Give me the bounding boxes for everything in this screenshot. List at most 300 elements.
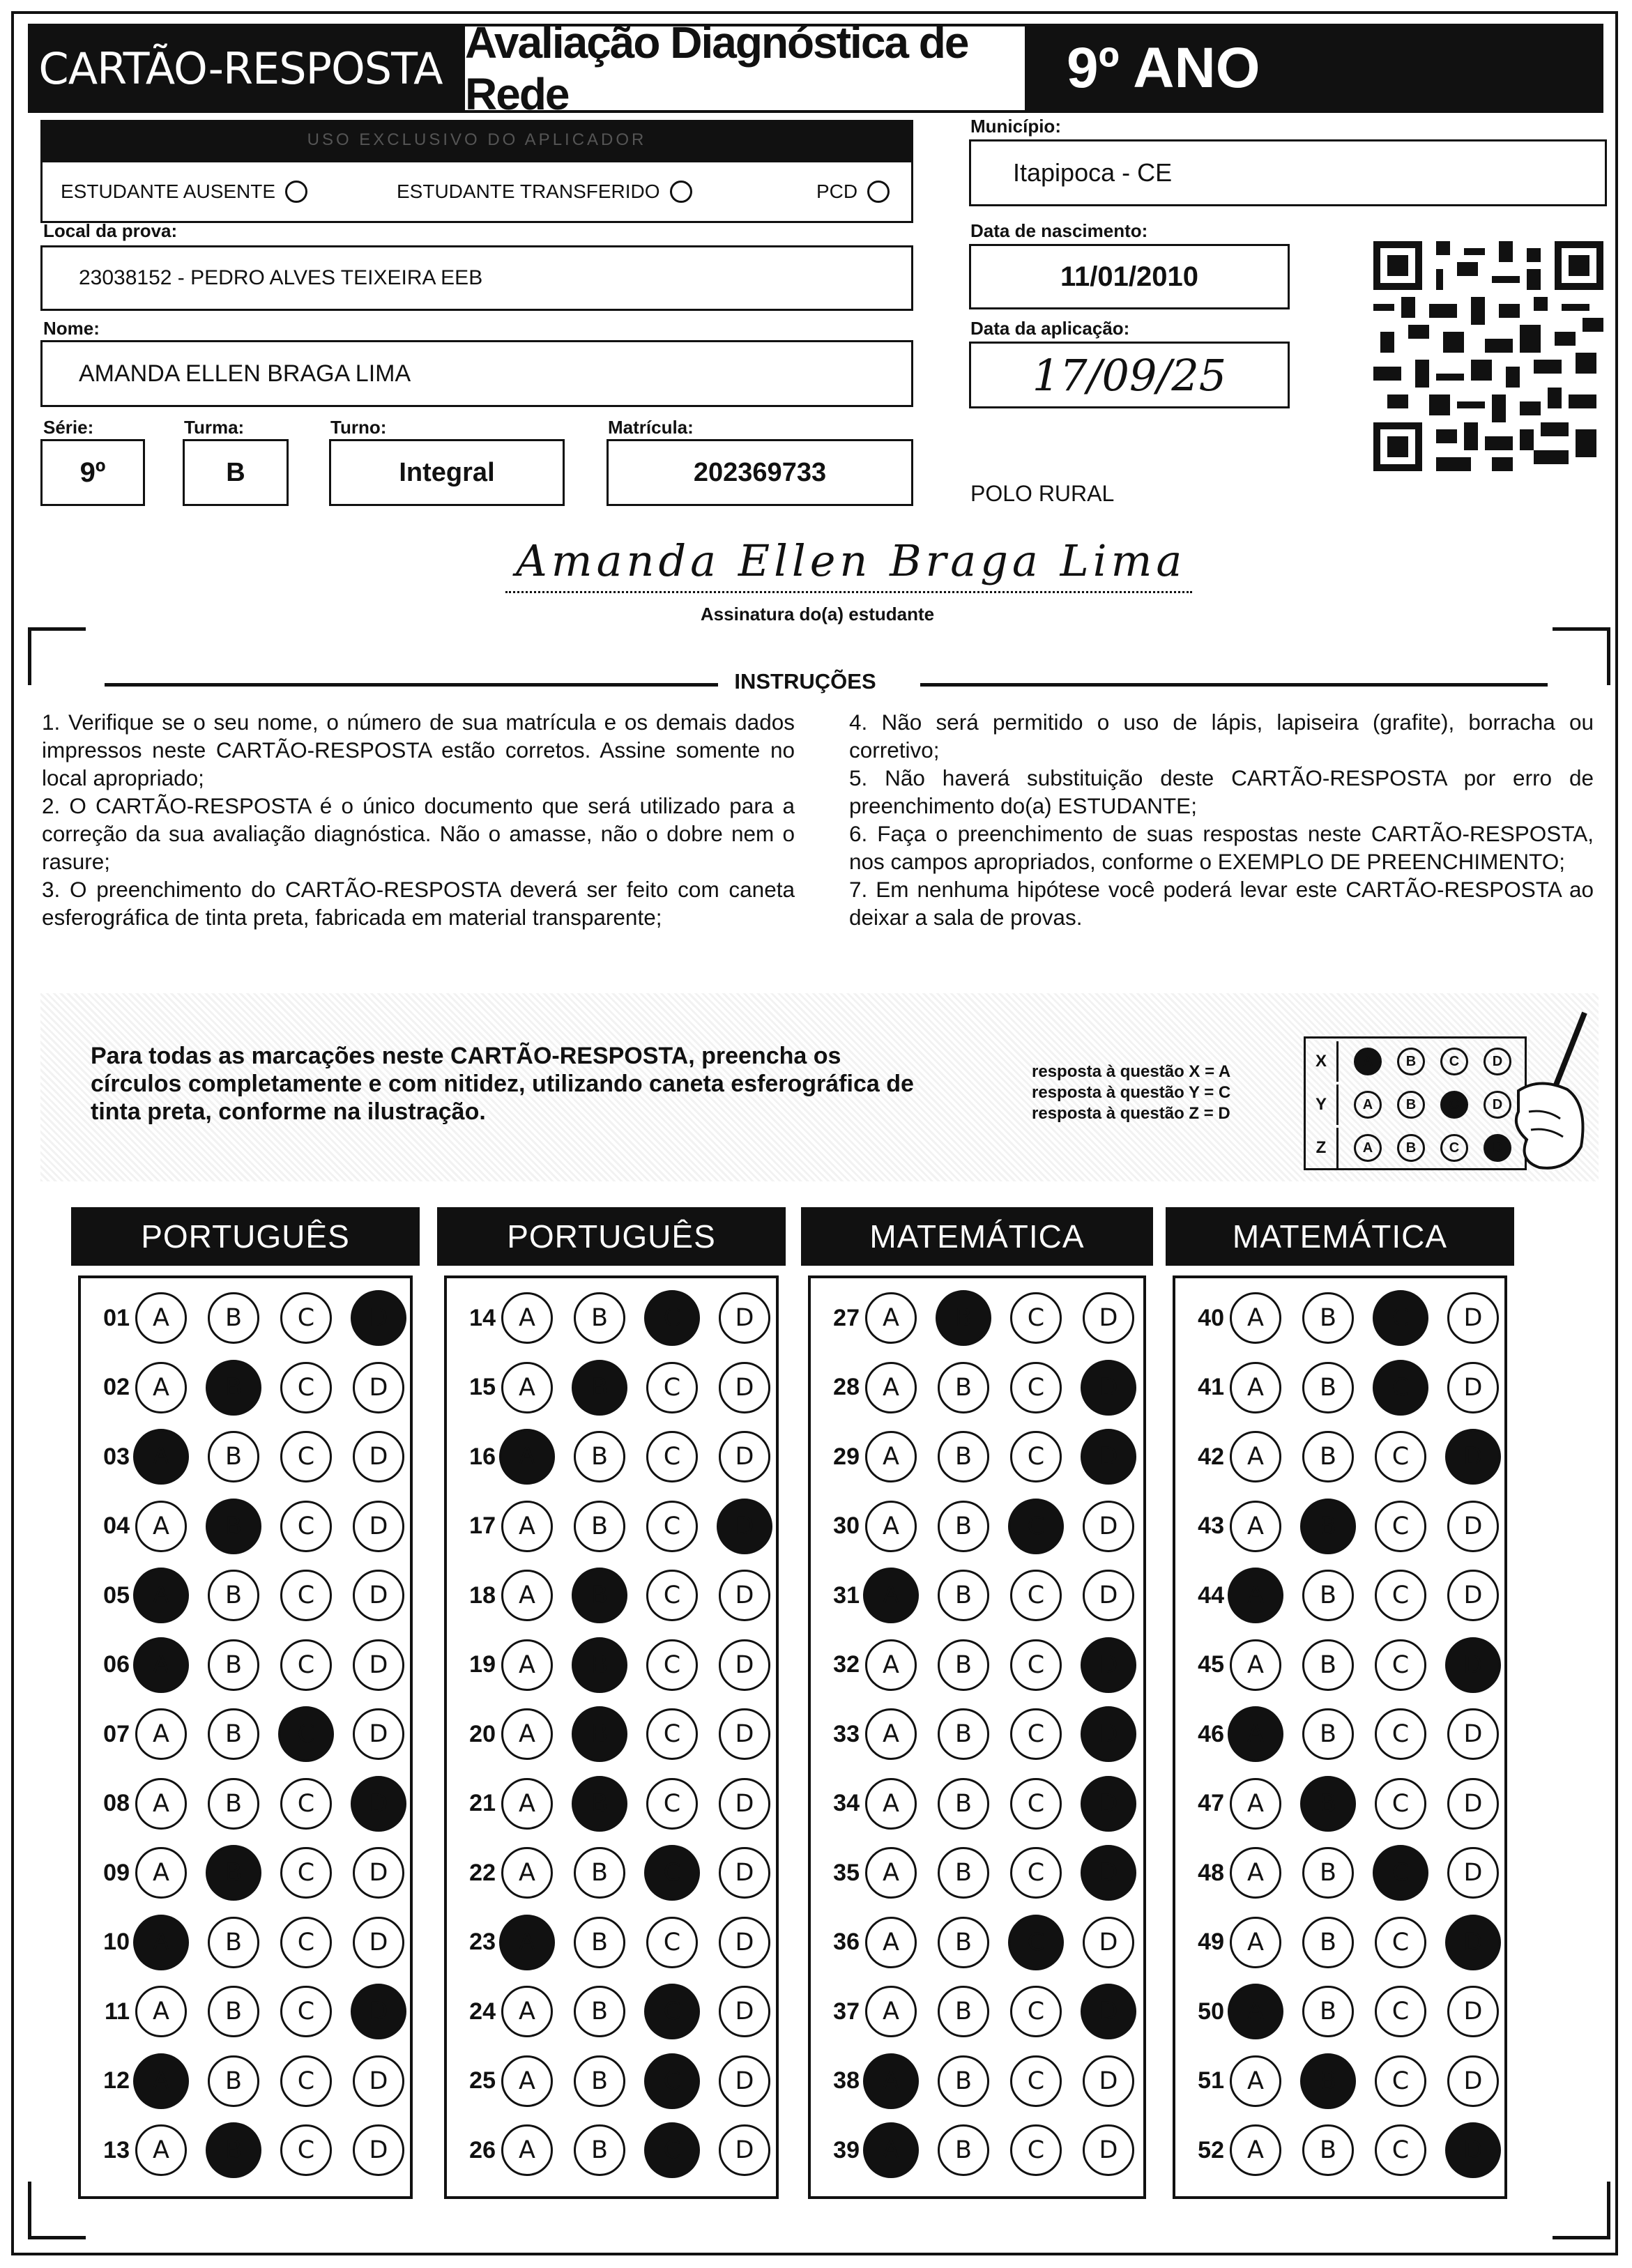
answer-bubble-c[interactable]: C <box>280 1292 332 1344</box>
answer-bubble-d[interactable]: D <box>353 1847 404 1899</box>
answer-bubble-d[interactable]: D <box>1081 1845 1136 1901</box>
answer-bubble-d[interactable]: D <box>353 1501 404 1552</box>
answer-bubble-d[interactable]: D <box>719 2055 770 2107</box>
answer-bubble-b[interactable]: B <box>574 2055 625 2107</box>
question-row <box>811 1496 1155 1556</box>
answer-bubble-c[interactable]: C <box>278 1706 334 1762</box>
answer-bubble-b[interactable]: B <box>938 1570 989 1621</box>
answer-bubble-b[interactable]: B <box>1302 1431 1354 1482</box>
answer-bubble-b[interactable]: B <box>574 2124 625 2176</box>
answer-bubble-c[interactable]: C <box>280 1431 332 1482</box>
answer-bubble-c[interactable]: C <box>1010 1708 1062 1760</box>
answer-bubble-a[interactable]: A <box>501 1362 553 1413</box>
answer-bubble-c[interactable]: C <box>1375 1431 1426 1482</box>
answer-bubble-d[interactable]: D <box>719 1708 770 1760</box>
answer-bubble-b[interactable]: B <box>938 1708 989 1760</box>
answer-bubble-a[interactable]: A <box>1230 2055 1281 2107</box>
answer-bubble-c[interactable]: C <box>646 1917 698 1968</box>
answer-bubble-c[interactable]: C <box>1010 1570 1062 1621</box>
question-row <box>81 1843 425 1903</box>
answer-bubble-d[interactable]: D <box>353 2055 404 2107</box>
example-bubble: A <box>1354 1134 1382 1162</box>
answer-bubble-b[interactable]: B <box>938 1986 989 2037</box>
answer-bubble-d[interactable]: D <box>719 1986 770 2037</box>
municipio-field <box>969 139 1607 206</box>
answer-bubble-b[interactable]: B <box>572 1637 627 1693</box>
answer-bubble-c[interactable]: C <box>646 1639 698 1691</box>
answer-bubble-b[interactable]: B <box>206 2122 261 2178</box>
answer-bubble-a[interactable]: A <box>133 1568 189 1623</box>
absent-label: ESTUDANTE AUSENTE <box>61 181 276 202</box>
answer-bubble-b[interactable]: B <box>574 1917 625 1968</box>
question-row <box>81 2051 425 2111</box>
answer-bubble-d[interactable]: D <box>353 2124 404 2176</box>
answer-bubble-d[interactable]: D <box>1083 1917 1134 1968</box>
answer-bubble-c[interactable]: C <box>280 2124 332 2176</box>
answer-bubble-a[interactable]: A <box>1228 1568 1283 1623</box>
answer-bubble-d[interactable]: D <box>1445 1637 1501 1693</box>
answer-bubble-a[interactable]: A <box>865 1292 917 1344</box>
answer-bubble-d[interactable]: D <box>1083 1570 1134 1621</box>
question-row <box>1175 1427 1520 1487</box>
matricula-field <box>607 439 913 506</box>
question-row <box>1175 1565 1520 1625</box>
answer-bubble-d[interactable]: D <box>353 1708 404 1760</box>
question-row <box>1175 1913 1520 1972</box>
answer-bubble-a[interactable]: A <box>501 2124 553 2176</box>
answer-bubble-d[interactable]: D <box>1447 1292 1499 1344</box>
answer-bubble-c[interactable]: C <box>280 1639 332 1691</box>
question-row <box>81 1427 425 1487</box>
answer-bubble-c[interactable]: C <box>644 1984 700 2039</box>
municipio-value: Itapipoca - CE <box>1013 158 1173 187</box>
answer-bubble-a[interactable]: A <box>1230 1501 1281 1552</box>
answer-bubble-d[interactable]: D <box>1081 1360 1136 1416</box>
example-bubble: A <box>1354 1048 1382 1075</box>
evaluation-title: Avaliação Diagnóstica de Rede <box>465 26 1025 110</box>
answer-bubble-a[interactable]: A <box>865 1639 917 1691</box>
question-row <box>1175 1358 1520 1418</box>
question-row <box>811 1982 1155 2041</box>
answer-bubble-b[interactable]: B <box>208 1708 259 1760</box>
question-column <box>1173 1275 1507 2199</box>
answer-bubble-d[interactable]: D <box>1445 1429 1501 1485</box>
answer-bubble-a[interactable]: A <box>863 2053 919 2109</box>
answer-bubble-d[interactable]: D <box>1081 1637 1136 1693</box>
answer-bubble-b[interactable]: B <box>574 1847 625 1899</box>
answer-bubble-c[interactable]: C <box>1010 1847 1062 1899</box>
answer-bubble-a[interactable]: A <box>501 1708 553 1760</box>
answer-bubble-a[interactable]: A <box>1230 1292 1281 1344</box>
answer-bubble-a[interactable]: A <box>865 1362 917 1413</box>
answer-bubble-d[interactable]: D <box>719 1917 770 1968</box>
answer-bubble-a[interactable]: A <box>501 1292 553 1344</box>
question-number: 34 <box>833 1790 860 1816</box>
answer-bubble-a[interactable]: A <box>135 1708 187 1760</box>
question-row <box>447 1635 791 1695</box>
instructions-left <box>42 708 795 931</box>
answer-bubble-a[interactable]: A <box>1230 1431 1281 1482</box>
answer-bubble-c[interactable]: C <box>1010 2055 1062 2107</box>
answer-bubble-a[interactable]: A <box>865 1986 917 2037</box>
question-number: 26 <box>469 2136 496 2163</box>
answer-bubble-c[interactable]: C <box>646 1362 698 1413</box>
local-field <box>40 245 913 311</box>
answer-bubble-a[interactable]: A <box>1230 1639 1281 1691</box>
answer-bubble-c[interactable]: C <box>646 1708 698 1760</box>
instruction-item: 3. O preenchimento do CARTÃO-RESPOSTA deverá ser feito com caneta esferográfica de tinta preta, fabricada em material transparente; <box>42 877 795 930</box>
question-row <box>811 1565 1155 1625</box>
example-row-label: Y <box>1306 1085 1339 1125</box>
serie-label: Série: <box>43 417 94 438</box>
question-number: 18 <box>469 1581 496 1609</box>
answer-bubble-d[interactable]: D <box>1447 1778 1499 1830</box>
answer-bubble-a[interactable]: A <box>499 1915 555 1970</box>
answer-bubble-a[interactable]: A <box>135 1778 187 1830</box>
grade-year: 9º ANO <box>1067 36 1260 100</box>
answer-bubble-c[interactable]: C <box>646 1570 698 1621</box>
answer-bubble-d[interactable]: D <box>1445 1915 1501 1970</box>
answer-bubble-c[interactable]: C <box>1373 1290 1428 1346</box>
example-legend <box>1032 1062 1230 1124</box>
answer-bubble-d[interactable]: D <box>1083 1501 1134 1552</box>
name-field <box>40 340 913 407</box>
answer-bubble-c[interactable]: C <box>644 2053 700 2109</box>
answer-bubble-a[interactable]: A <box>501 1986 553 2037</box>
answer-bubble-c[interactable]: C <box>1375 1917 1426 1968</box>
answer-bubble-b[interactable]: B <box>208 1778 259 1830</box>
question-number: 44 <box>1198 1581 1224 1609</box>
answer-bubble-d[interactable]: D <box>351 1290 406 1346</box>
answer-bubble-b[interactable]: B <box>1302 1362 1354 1413</box>
answer-bubble-d[interactable]: D <box>1081 1776 1136 1832</box>
example-bubble: D <box>1484 1134 1511 1162</box>
answer-bubble-c[interactable]: C <box>280 2055 332 2107</box>
answer-bubble-c[interactable]: C <box>1373 1845 1428 1901</box>
question-row <box>447 1496 791 1556</box>
subject-header: PORTUGUÊS <box>71 1207 420 1266</box>
answer-bubble-d[interactable]: D <box>719 1362 770 1413</box>
answer-bubble-a[interactable]: A <box>1230 1778 1281 1830</box>
answer-bubble-b[interactable]: B <box>206 1499 261 1554</box>
answer-bubble-a[interactable]: A <box>501 1847 553 1899</box>
answer-bubble-c[interactable]: C <box>280 1917 332 1968</box>
answer-bubble-c[interactable]: C <box>1008 1915 1064 1970</box>
answer-bubble-d[interactable]: D <box>353 1362 404 1413</box>
question-number: 40 <box>1198 1304 1224 1331</box>
answer-bubble-a[interactable]: A <box>135 2124 187 2176</box>
answer-bubble-c[interactable]: C <box>644 1290 700 1346</box>
answer-bubble-b[interactable]: B <box>1302 1292 1354 1344</box>
answer-bubble-c[interactable]: C <box>1375 1501 1426 1552</box>
answer-bubble-a[interactable]: A <box>135 1501 187 1552</box>
answer-bubble-d[interactable]: D <box>353 1570 404 1621</box>
answer-bubble-c[interactable]: C <box>1010 1362 1062 1413</box>
answer-bubble-d[interactable]: D <box>353 1917 404 1968</box>
answer-bubble-b[interactable]: B <box>208 1431 259 1482</box>
answer-bubble-b[interactable]: B <box>938 1639 989 1691</box>
answer-bubble-d[interactable]: D <box>717 1499 772 1554</box>
example-bubble: D <box>1484 1091 1511 1119</box>
answer-bubble-b[interactable]: B <box>936 1290 991 1346</box>
answer-bubble-d[interactable]: D <box>1447 1501 1499 1552</box>
answer-bubble-b[interactable]: B <box>574 1292 625 1344</box>
example-row <box>1306 1128 1511 1168</box>
answer-bubble-b[interactable]: B <box>938 2055 989 2107</box>
answer-bubble-c[interactable]: C <box>280 1847 332 1899</box>
answer-bubble-b[interactable]: B <box>572 1360 627 1416</box>
application-date-label: Data da aplicação: <box>970 318 1130 339</box>
answer-bubble-d[interactable]: D <box>719 1778 770 1830</box>
answer-bubble-a[interactable]: A <box>1230 1847 1281 1899</box>
answer-bubble-d[interactable]: D <box>353 1639 404 1691</box>
answer-bubble-b[interactable]: B <box>574 1501 625 1552</box>
answer-bubble-c[interactable]: C <box>1010 1431 1062 1482</box>
answer-bubble-a[interactable]: A <box>133 1429 189 1485</box>
answer-bubble-b[interactable]: B <box>1300 1776 1356 1832</box>
answer-bubble-d[interactable]: D <box>719 1431 770 1482</box>
answer-bubble-c[interactable]: C <box>644 2122 700 2178</box>
answer-bubble-c[interactable]: C <box>1010 1639 1062 1691</box>
answer-bubble-b[interactable]: B <box>208 1639 259 1691</box>
name-value: AMANDA ELLEN BRAGA LIMA <box>79 360 411 387</box>
answer-bubble-d[interactable]: D <box>351 1776 406 1832</box>
transferred-radio[interactable] <box>670 181 692 203</box>
answer-bubble-b[interactable]: B <box>1302 1847 1354 1899</box>
transferred-label: ESTUDANTE TRANSFERIDO <box>397 181 660 202</box>
answer-bubble-a[interactable]: A <box>1230 1362 1281 1413</box>
answer-bubble-c[interactable]: C <box>1010 2124 1062 2176</box>
answer-bubble-a[interactable]: A <box>863 2122 919 2178</box>
serie-value: 9º <box>79 457 106 488</box>
answer-bubble-a[interactable]: A <box>135 1362 187 1413</box>
answer-bubble-b[interactable]: B <box>572 1568 627 1623</box>
question-row <box>811 1358 1155 1418</box>
answer-bubble-a[interactable]: A <box>1228 1706 1283 1762</box>
answer-bubble-b[interactable]: B <box>1300 2053 1356 2109</box>
answer-bubble-d[interactable]: D <box>1083 1292 1134 1344</box>
answer-bubble-a[interactable]: A <box>865 1847 917 1899</box>
answer-bubble-a[interactable]: A <box>501 1570 553 1621</box>
answer-bubble-a[interactable]: A <box>865 1501 917 1552</box>
transferred-option[interactable] <box>397 162 692 221</box>
question-number: 31 <box>833 1581 860 1609</box>
birthdate-label: Data de nascimento: <box>970 220 1148 241</box>
answer-bubble-a[interactable]: A <box>135 1847 187 1899</box>
answer-bubble-c[interactable]: C <box>1375 1639 1426 1691</box>
answer-bubble-b[interactable]: B <box>208 1570 259 1621</box>
answer-bubble-b[interactable]: B <box>208 2055 259 2107</box>
answer-bubble-c[interactable]: C <box>280 1986 332 2037</box>
pcd-option[interactable] <box>816 162 890 221</box>
question-row <box>447 2120 791 2180</box>
answer-bubble-c[interactable]: C <box>1373 1360 1428 1416</box>
question-row <box>81 1288 425 1348</box>
answer-bubble-c[interactable]: C <box>1008 1499 1064 1554</box>
answer-bubble-b[interactable]: B <box>938 1431 989 1482</box>
instruction-item: 6. Faça o preenchimento de suas respostas neste CARTÃO-RESPOSTA, nos campos apropriados, conforme o EXEMPLO DE PREENCHIMENTO; <box>849 821 1594 874</box>
answer-bubble-d[interactable]: D <box>1447 1570 1499 1621</box>
answer-bubble-c[interactable]: C <box>1375 1708 1426 1760</box>
example-bubble: C <box>1440 1048 1468 1075</box>
answer-bubble-a[interactable]: A <box>1228 1984 1283 2039</box>
answer-bubble-a[interactable]: A <box>865 1431 917 1482</box>
answer-bubble-d[interactable]: D <box>1083 2124 1134 2176</box>
answer-bubble-d[interactable]: D <box>353 1431 404 1482</box>
answer-bubble-d[interactable]: D <box>719 1847 770 1899</box>
question-number: 08 <box>103 1790 130 1816</box>
question-row <box>447 1913 791 1972</box>
question-row <box>81 1635 425 1695</box>
question-column <box>444 1275 779 2199</box>
answer-bubble-c[interactable]: C <box>1375 2124 1426 2176</box>
answer-bubble-c[interactable]: C <box>644 1845 700 1901</box>
answer-bubble-c[interactable]: C <box>646 1501 698 1552</box>
answer-bubble-d[interactable]: D <box>1081 1429 1136 1485</box>
serie-field <box>40 439 145 506</box>
answer-bubble-a[interactable]: A <box>501 1778 553 1830</box>
answer-bubble-b[interactable]: B <box>574 1431 625 1482</box>
instruction-item: 4. Não será permitido o uso de lápis, lapiseira (grafite), borracha ou corretivo; <box>849 710 1594 763</box>
answer-bubble-b[interactable]: B <box>938 1847 989 1899</box>
example-bubble: D <box>1484 1048 1511 1075</box>
answer-bubble-a[interactable]: A <box>865 1917 917 1968</box>
answer-bubble-d[interactable]: D <box>719 1639 770 1691</box>
turno-value: Integral <box>399 457 495 487</box>
answer-bubble-a[interactable]: A <box>135 1292 187 1344</box>
answer-bubble-b[interactable]: B <box>938 1362 989 1413</box>
question-row <box>811 1288 1155 1348</box>
answer-bubble-b[interactable]: B <box>1302 1917 1354 1968</box>
answer-bubble-a[interactable]: A <box>135 1986 187 2037</box>
question-number: 47 <box>1198 1790 1224 1816</box>
answer-bubble-b[interactable]: B <box>938 1501 989 1552</box>
answer-bubble-d[interactable]: D <box>1447 1362 1499 1413</box>
answer-bubble-b[interactable]: B <box>1302 2124 1354 2176</box>
question-row <box>1175 1982 1520 2041</box>
answer-bubble-c[interactable]: C <box>1375 1778 1426 1830</box>
turno-label: Turno: <box>330 417 387 438</box>
question-number: 41 <box>1198 1374 1224 1400</box>
absent-radio[interactable] <box>285 181 307 203</box>
answer-bubble-a[interactable]: A <box>863 1568 919 1623</box>
question-row <box>447 1843 791 1903</box>
answer-bubble-c[interactable]: C <box>1010 1986 1062 2037</box>
answer-bubble-d[interactable]: D <box>351 1984 406 2039</box>
answer-bubble-a[interactable]: A <box>1230 2124 1281 2176</box>
answer-bubble-b[interactable]: B <box>206 1360 261 1416</box>
application-date-field <box>969 342 1290 408</box>
example-legend-item: resposta à questão X = A <box>1032 1062 1231 1081</box>
answer-bubble-a[interactable]: A <box>865 1708 917 1760</box>
answer-bubble-b[interactable]: B <box>206 1845 261 1901</box>
answer-bubble-d[interactable]: D <box>1081 1984 1136 2039</box>
answer-bubble-c[interactable]: C <box>280 1778 332 1830</box>
birthdate-field <box>969 244 1290 309</box>
answer-bubble-d[interactable]: D <box>719 2124 770 2176</box>
answer-bubble-d[interactable]: D <box>1081 1706 1136 1762</box>
answer-bubble-b[interactable]: B <box>938 1778 989 1830</box>
answer-bubble-c[interactable]: C <box>1010 1778 1062 1830</box>
answer-bubble-d[interactable]: D <box>1445 2122 1501 2178</box>
absent-option[interactable] <box>61 162 307 221</box>
answer-bubble-d[interactable]: D <box>719 1570 770 1621</box>
answer-bubble-b[interactable]: B <box>938 1917 989 1968</box>
question-number: 43 <box>1198 1512 1224 1539</box>
question-row <box>81 1982 425 2041</box>
answer-bubble-d[interactable]: D <box>719 1292 770 1344</box>
answer-bubble-a[interactable]: A <box>1230 1917 1281 1968</box>
answer-bubble-b[interactable]: B <box>208 1292 259 1344</box>
local-label: Local da prova: <box>43 220 178 241</box>
answer-bubble-a[interactable]: A <box>501 2055 553 2107</box>
student-signature: Amanda Ellen Braga Lima <box>516 535 1187 586</box>
answer-bubble-c[interactable]: C <box>280 1501 332 1552</box>
answer-bubble-b[interactable]: B <box>208 1917 259 1968</box>
example-row <box>1306 1085 1511 1125</box>
answer-bubble-c[interactable]: C <box>280 1362 332 1413</box>
answer-bubble-a[interactable]: A <box>133 1915 189 1970</box>
answer-bubble-d[interactable]: D <box>1447 1986 1499 2037</box>
answer-bubble-b[interactable]: B <box>574 1986 625 2037</box>
question-row <box>447 1565 791 1625</box>
question-row <box>447 2051 791 2111</box>
question-number: 23 <box>469 1929 496 1955</box>
answer-bubble-b[interactable]: B <box>938 2124 989 2176</box>
answer-bubble-c[interactable]: C <box>1375 1986 1426 2037</box>
answer-bubble-d[interactable]: D <box>1447 1708 1499 1760</box>
question-number: 04 <box>103 1512 130 1539</box>
example-text: Para todas as marcações neste CARTÃO-RESPOSTA, preencha os círculos completamente e com nitidez, utilizando caneta esferográfica de tinta preta, conforme na ilustração. <box>91 1043 914 1125</box>
question-row <box>1175 2051 1520 2111</box>
question-row <box>81 1774 425 1834</box>
pcd-radio[interactable] <box>867 181 890 203</box>
question-number: 07 <box>103 1720 130 1747</box>
answer-bubble-b[interactable]: B <box>1302 1570 1354 1621</box>
answer-bubble-a[interactable]: A <box>133 1637 189 1693</box>
answer-bubble-d[interactable]: D <box>1083 2055 1134 2107</box>
answer-bubble-c[interactable]: C <box>646 1778 698 1830</box>
answer-bubble-b[interactable]: B <box>572 1706 627 1762</box>
answer-bubble-c[interactable]: C <box>1010 1292 1062 1344</box>
answer-bubble-d[interactable]: D <box>1447 2055 1499 2107</box>
answer-bubble-a[interactable]: A <box>499 1429 555 1485</box>
answer-bubble-c[interactable]: C <box>1375 1570 1426 1621</box>
question-number: 02 <box>103 1374 130 1400</box>
question-number: 09 <box>103 1859 130 1886</box>
answer-bubble-a[interactable]: A <box>501 1501 553 1552</box>
answer-bubble-a[interactable]: A <box>501 1639 553 1691</box>
answer-bubble-b[interactable]: B <box>1302 1639 1354 1691</box>
question-number: 48 <box>1198 1859 1224 1886</box>
answer-bubble-b[interactable]: B <box>572 1776 627 1832</box>
example-row-label: Z <box>1306 1128 1339 1168</box>
answer-bubble-c[interactable]: C <box>280 1570 332 1621</box>
answer-bubble-d[interactable]: D <box>1447 1847 1499 1899</box>
answer-bubble-b[interactable]: B <box>1300 1499 1356 1554</box>
answer-bubble-a[interactable]: A <box>133 2053 189 2109</box>
question-row <box>447 1704 791 1764</box>
question-number: 01 <box>103 1304 130 1331</box>
answer-bubble-b[interactable]: B <box>208 1986 259 2037</box>
answer-bubble-a[interactable]: A <box>865 1778 917 1830</box>
corner-mark-bottom-left <box>28 2182 86 2239</box>
answer-bubble-b[interactable]: B <box>1302 1708 1354 1760</box>
answer-bubble-b[interactable]: B <box>1302 1986 1354 2037</box>
answer-bubble-c[interactable]: C <box>1375 2055 1426 2107</box>
instructions-title: INSTRUÇÕES <box>734 669 876 694</box>
answer-bubble-c[interactable]: C <box>646 1431 698 1482</box>
